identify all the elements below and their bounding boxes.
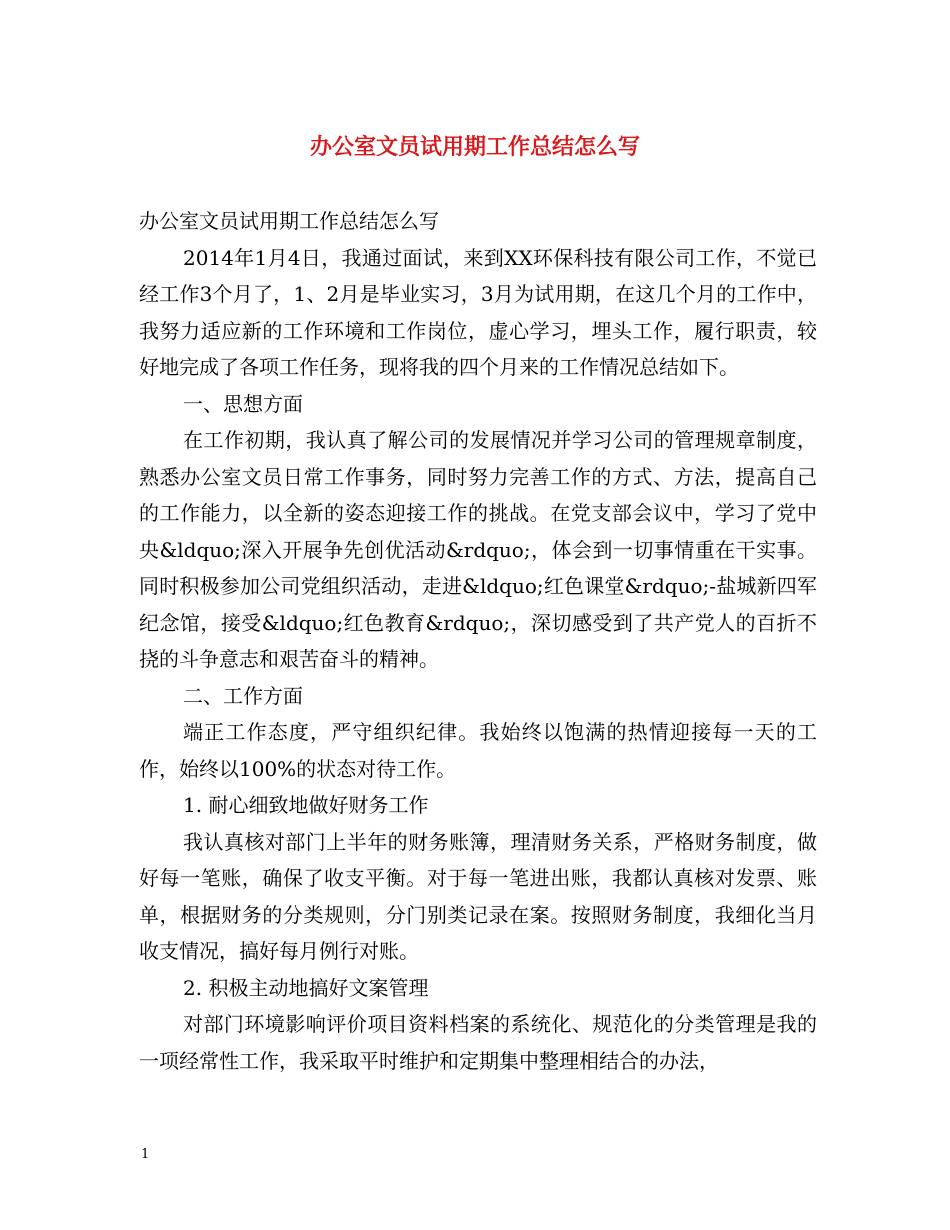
paragraph-finance: 我认真核对部门上半年的财务账簿，理清财务关系，严格财务制度，做好每一笔账，确保了收支平衡。对于每一笔进出账，我都认真核对发票、账单，根据财务的分类规则，分门别类记录在案。按照财务制度，我细化当月收支情况，搞好每月例行对账。	[139, 829, 817, 963]
paragraph-documents: 对部门环境影响评价项目资料档案的系统化、规范化的分类管理是我的一项经常性工作，我采取平时维护和定期集中整理相结合的办法，	[139, 1012, 817, 1073]
subtitle-line: 办公室文员试用期工作总结怎么写	[139, 209, 439, 233]
section-heading-work: 二、工作方面	[183, 683, 303, 708]
paragraph-thought: 在工作初期，我认真了解公司的发展情况并学习公司的管理规章制度，熟悉办公室文员日常工作事务，同时努力完善工作的方式、方法，提高自己的工作能力，以全新的姿态迎接工作的挑战。在党支部会议中，学习了党中央&ldquo;深入开展争先创优活动&rdquo;，体会到一切事情重在干实事。同时积极参加公司党组织活动，走进&ldquo;红色课堂&rdquo;-盐城新四军纪念馆，接受&ldquo;红色教育&rdquo;，深切感受到了共产党人的百折不挠的斗争意志和艰苦奋斗的精神。	[139, 428, 817, 671]
paragraph-work-attitude: 端正工作态度，严守组织纪律。我始终以饱满的热情迎接每一天的工作，始终以100%的状态对待工作。	[139, 720, 817, 781]
section-heading-thought: 一、思想方面	[183, 391, 303, 416]
document-title: 办公室文员试用期工作总结怎么写	[309, 134, 640, 160]
subheading-documents: 2. 积极主动地搞好文案管理	[183, 975, 429, 1000]
page-number: 1	[141, 1147, 150, 1162]
subheading-finance: 1. 耐心细致地做好财务工作	[183, 793, 429, 817]
document-body	[139, 203, 817, 1079]
paragraph-intro: 2014年1月4日，我通过面试，来到XX环保科技有限公司工作，不觉已经工作3个月了，1、2月是毕业实习，3月为试用期，在这几个月的工作中，我努力适应新的工作环境和工作岗位，虚心学习，埋头工作，履行职责，较好地完成了各项工作任务，现将我的四个月来的工作情况总结如下。	[139, 245, 817, 379]
